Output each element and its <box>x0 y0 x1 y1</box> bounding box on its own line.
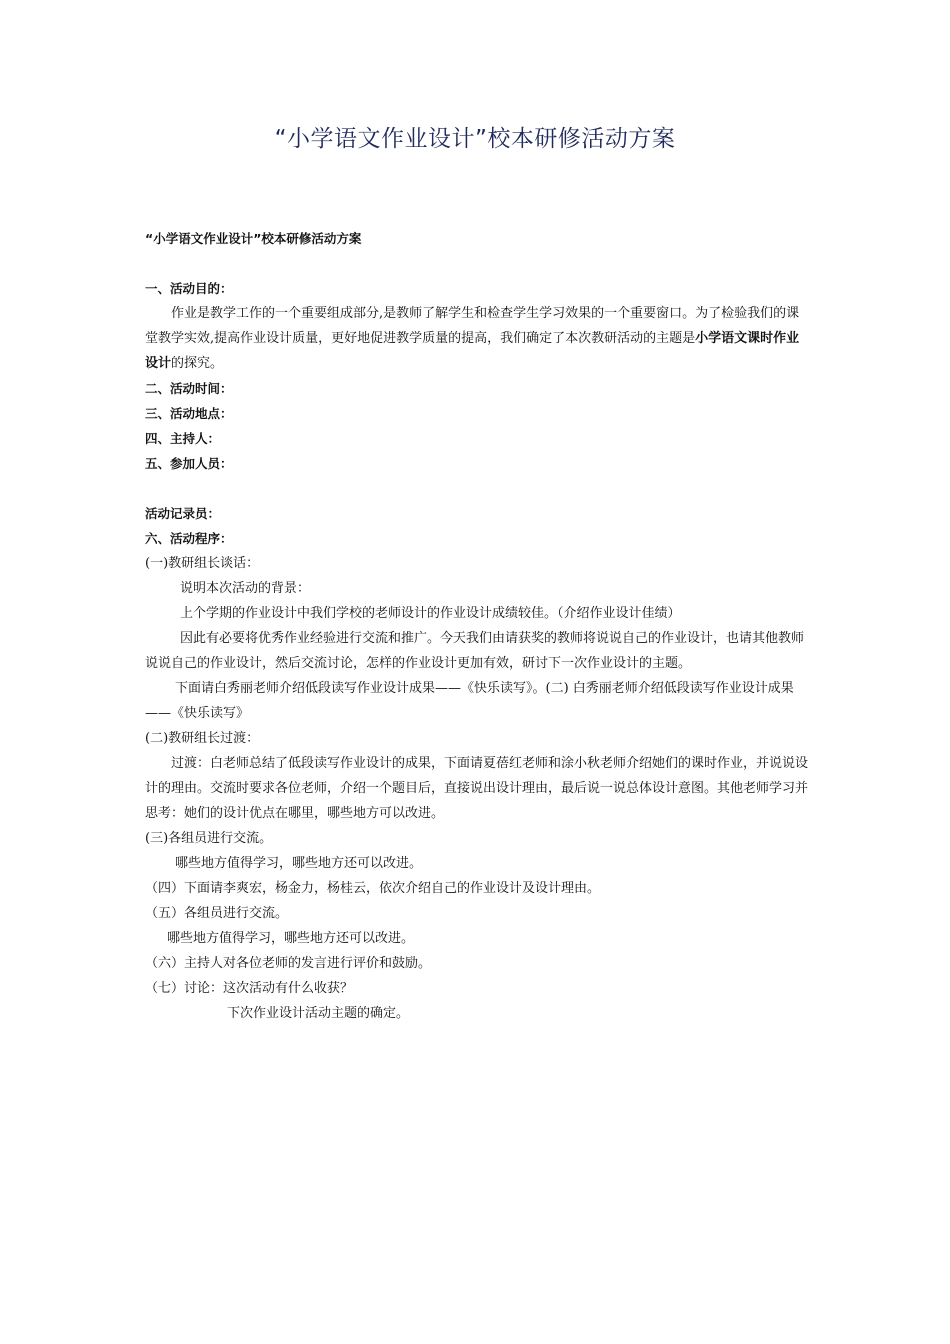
step-one-last-term: 上个学期的作业设计中我们学校的老师设计的作业设计成绩较佳。（介绍作业设计佳绩） <box>180 606 681 621</box>
step-two-transition: 过渡：白老师总结了低段读写作业设计的成果，下面请夏蓓红老师和涂小秋老师介绍她们的课时作业，并说说设计的理由。交流时要求各位老师，介绍一个题目后，直接说出设计理由，最后说一说总体设计意图。其他老师学习并思考：她们的设计优点在哪里，哪些地方可以改进。 <box>145 756 809 821</box>
step-seven-detail: 下次作业设计活动主题的确定。 <box>227 1006 410 1021</box>
purpose-paragraph <box>145 301 810 376</box>
step-three-detail: 哪些地方值得学习，哪些地方还可以改进。 <box>175 856 423 871</box>
section-place-heading: 三、活动地点： <box>145 406 233 421</box>
document-body <box>145 226 810 1026</box>
purpose-topic: 小学语文课时作业设计 <box>145 331 800 371</box>
purpose-text: 作业是教学工作的一个重要组成部分,是教师了解学生和检查学生学习效果的一个重要窗口。为了检验我们的课堂教学实效,提高作业设计质量，更好地促进教学质量的提高，我们确定了本次教研活动的主题是 <box>145 306 800 346</box>
step-five: （五）各组员进行交流。 <box>145 906 289 921</box>
section-participants-heading: 五、参加人员： <box>145 456 233 471</box>
step-five-detail: 哪些地方值得学习，哪些地方还可以改进。 <box>167 931 415 946</box>
step-one-reason: 因此有必要将优秀作业经验进行交流和推广。今天我们由请获奖的教师将说说自己的作业设计，也请其他教师说说自己的作业设计，然后交流讨论，怎样的作业设计更加有效，研讨下一次作业设计的主题。 <box>145 631 805 671</box>
step-six: （六）主持人对各位老师的发言进行评价和鼓励。 <box>145 956 432 971</box>
recorder-heading: 活动记录员： <box>145 506 221 521</box>
step-one-intro: 下面请白秀丽老师介绍低段读写作业设计成果——《快乐读写》。(二) 白秀丽老师介绍低段读写作业设计成果——《快乐读写》 <box>145 681 794 721</box>
step-three: (三)各组员进行交流。 <box>145 831 273 846</box>
section-host-heading: 四、主持人： <box>145 431 221 446</box>
section-procedure-heading: 六、活动程序： <box>145 531 233 546</box>
spacer <box>145 476 810 501</box>
section-purpose-heading: 一、活动目的： <box>145 281 233 296</box>
purpose-text-end: 的探究。 <box>171 356 224 371</box>
step-one-background: 说明本次活动的背景： <box>180 581 311 596</box>
step-seven: （七）讨论：这次活动有什么收获？ <box>145 981 354 996</box>
doc-subtitle: “小学语文作业设计”校本研修活动方案 <box>145 231 362 246</box>
step-one: (一)教研组长谈话： <box>145 556 260 571</box>
step-two: (二)教研组长过渡： <box>145 731 260 746</box>
page-title: “小学语文作业设计”校本研修活动方案 <box>274 126 676 152</box>
step-four: （四）下面请李爽宏，杨金力，杨桂云，依次介绍自己的作业设计及设计理由。 <box>145 881 601 896</box>
section-time-heading: 二、活动时间： <box>145 381 233 396</box>
spacer <box>145 251 810 276</box>
